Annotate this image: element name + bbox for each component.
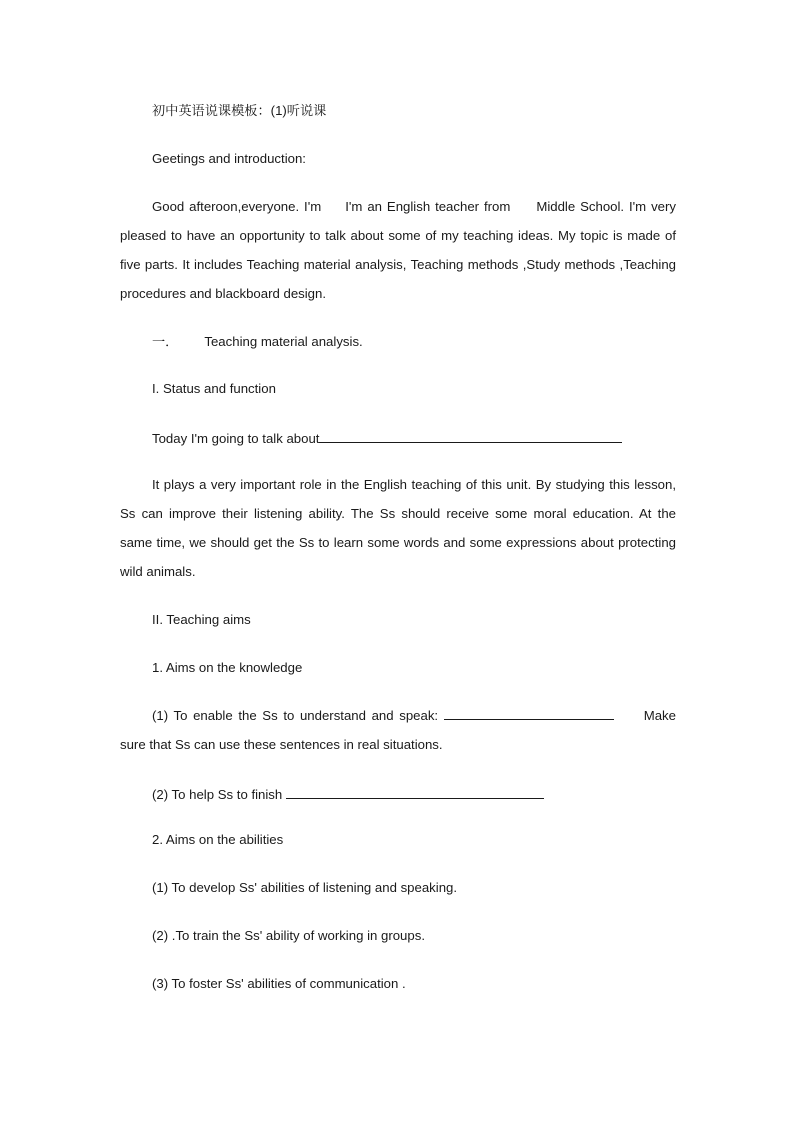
intro-text-part2: I'm an English teacher from: [345, 199, 511, 214]
section-heading: [152, 334, 363, 350]
ability-item-1: (1) To develop Ss' abilities of listening and speaking.: [152, 880, 458, 895]
section-number: 一．: [152, 334, 179, 349]
knowledge-item-1-part1: (1) To enable the Ss to understand and speak:: [152, 708, 439, 723]
ability-item-2: (2) .To train the Ss' ability of working in groups.: [152, 928, 425, 943]
aims-heading: II. Teaching aims: [152, 612, 251, 627]
knowledge-item-2: [152, 785, 544, 803]
task-blank-line: [286, 785, 544, 799]
section-title: Teaching material analysis.: [204, 334, 363, 349]
ability-item-3: (3) To foster Ss' abilities of communication .: [152, 976, 406, 991]
topic-blank-line: [319, 429, 622, 443]
sentences-blank-line: [444, 706, 614, 720]
today-text: Today I'm going to talk about: [152, 431, 320, 446]
knowledge-item-1: [120, 701, 676, 759]
intro-paragraph: [120, 192, 676, 308]
role-paragraph: It plays a very important role in the English teaching of this unit. By studying this lesson, Ss can improve their listening ability. The Ss should receive some moral education. At the same time, we should get the Ss to learn some words and some expressions about protecting wild animals.: [120, 477, 676, 579]
today-line: [152, 429, 622, 447]
knowledge-heading: 1. Aims on the knowledge: [152, 660, 303, 675]
abilities-heading: 2. Aims on the abilities: [152, 832, 284, 847]
knowledge-item-1-part2: Make sure that Ss can use these sentences in real situations.: [120, 708, 676, 752]
status-heading: I. Status and function: [152, 381, 276, 396]
intro-text-part3: Middle School. I'm very pleased to have an opportunity to talk about some of my teaching ideas. My topic is made of five parts. It includes Teaching material analysis, Teaching methods ,Study methods ,Teaching procedures and blackboard design.: [120, 199, 676, 301]
intro-text-part1: Good afteroon,everyone. I'm: [152, 199, 322, 214]
document-title: 初中英语说课模板：(1)听说课: [152, 103, 327, 118]
knowledge-item-2-text: (2) To help Ss to finish: [152, 787, 283, 802]
greeting-heading: Geetings and introduction:: [152, 151, 306, 166]
